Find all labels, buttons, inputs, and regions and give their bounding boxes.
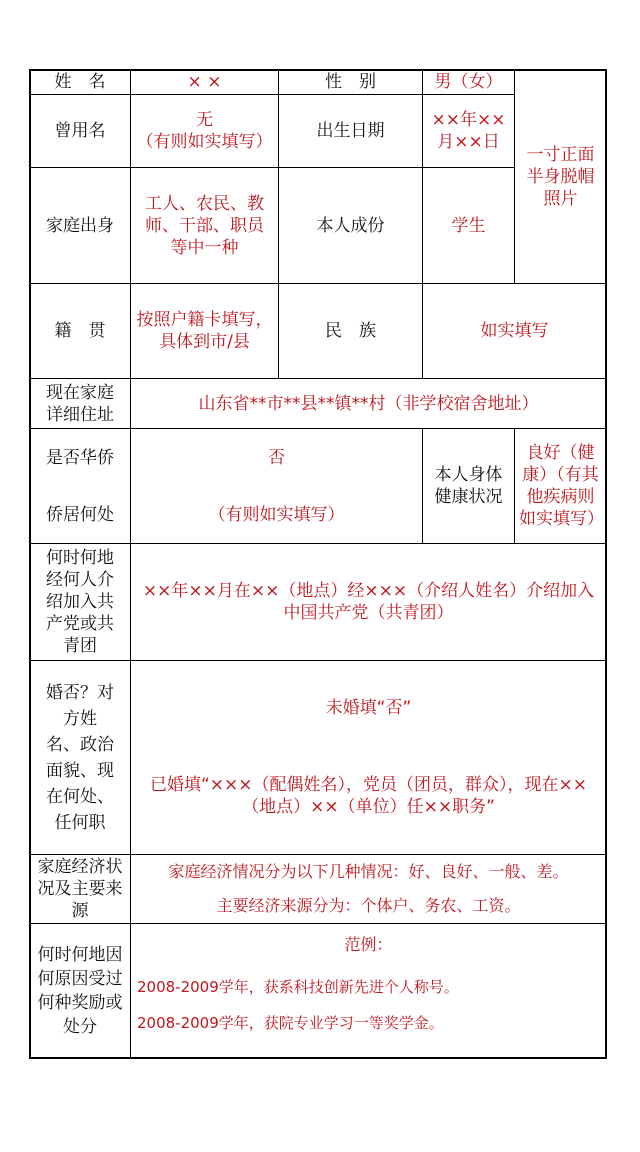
dob-value	[422, 94, 515, 168]
party-label-text: 何时何地经何人介绍加入共产党或共青团	[46, 548, 114, 656]
address-label-text: 现在家庭详细住址	[46, 382, 114, 425]
health-label	[422, 428, 515, 544]
former-name-value	[130, 94, 279, 168]
economy-value-line2: 主要经济来源分为：个体户、务农、工资。	[216, 896, 521, 915]
awards-label-text: 何时何地因何原因受过何种奖励或处分	[37, 945, 123, 1037]
marriage-value-line2: 已婚填“×××（配偶姓名），党员（团员，群众），现在××（地点）××（单位）任××职务”	[149, 775, 588, 818]
family-origin-value-text: 工人、农民、教师、干部、职员等中一种	[145, 193, 264, 258]
health-value	[514, 428, 607, 544]
gender-value	[422, 69, 515, 95]
ethnicity-value-text: 如实填写	[480, 321, 549, 341]
economy-value-line1: 家庭经济情况分为以下几种情况：好、良好、一般、差。	[168, 862, 569, 881]
family-origin-value	[130, 167, 279, 284]
gender-value-text: 男（女）	[434, 72, 503, 92]
address-value	[130, 378, 607, 429]
dob-label	[278, 94, 423, 168]
awards-example-title: 范例：	[344, 935, 393, 954]
family-origin-label	[29, 167, 131, 284]
marriage-value	[130, 660, 607, 855]
marriage-label-text: 婚否？对方姓 名、政治面貌、现在何处、任何职	[46, 682, 114, 833]
dob-label-text: 出生日期	[316, 121, 385, 141]
name-value	[130, 69, 279, 95]
economy-value	[130, 854, 607, 924]
dob-value-text: ××年××月××日	[431, 110, 506, 152]
gender-label-text: 性 别	[325, 72, 376, 92]
marriage-label	[29, 660, 131, 855]
name-value-text: × ×	[187, 72, 222, 92]
awards-example-line1: 2008-2009学年，获系科技创新先进个人称号。	[137, 978, 459, 996]
ethnicity-value	[422, 283, 607, 379]
party-label	[29, 543, 131, 661]
economy-label	[29, 854, 131, 924]
awards-label	[29, 923, 131, 1059]
ethnicity-label	[278, 283, 423, 379]
overseas-label-line2: 侨居何处	[46, 504, 114, 525]
native-place-label	[29, 283, 131, 379]
former-name-label	[29, 94, 131, 168]
marriage-value-line1: 未婚填“否”	[325, 697, 412, 718]
family-origin-label-text: 家庭出身	[46, 215, 114, 236]
personal-status-label	[278, 167, 423, 284]
awards-example-line2: 2008-2009学年，获院专业学习一等奖学金。	[137, 1014, 444, 1032]
awards-value	[130, 923, 607, 1059]
party-value	[130, 543, 607, 661]
name-label-text: 姓 名	[54, 72, 106, 92]
health-value-text: 良好（健康）（有其他疾病则如实填写）	[519, 443, 604, 529]
personal-status-label-text: 本人成份	[316, 215, 385, 236]
personal-status-value	[422, 167, 515, 284]
former-name-value-line2: （有则如实填写）	[136, 132, 273, 152]
economy-label-text: 家庭经济状况及主要来源	[37, 857, 123, 921]
personal-status-value-text: 学生	[451, 215, 486, 236]
address-label	[29, 378, 131, 429]
overseas-label-line1: 是否华侨	[46, 447, 114, 468]
overseas-value-line1: 否	[268, 447, 285, 468]
photo-placeholder	[514, 69, 607, 284]
party-value-text: ××年××月在××（地点）经×××（介绍人姓名）介绍加入中国共产党（共青团）	[142, 581, 595, 623]
overseas-value	[130, 428, 423, 544]
native-place-label-text: 籍 贯	[54, 321, 106, 341]
former-name-label-text: 曾用名	[54, 121, 106, 141]
overseas-label	[29, 428, 131, 544]
address-value-text: 山东省**市**县**镇**村（非学校宿舍地址）	[198, 393, 539, 414]
ethnicity-label-text: 民 族	[325, 321, 376, 341]
health-label-text: 本人身体健康状况	[434, 465, 503, 507]
name-label	[29, 69, 131, 95]
native-place-value	[130, 283, 279, 379]
gender-label	[278, 69, 423, 95]
overseas-value-line2: （有则如实填写）	[208, 504, 345, 525]
native-place-value-text: 按照户籍卡填写，具体到市/县	[136, 310, 273, 352]
photo-text: 一寸正面半身脱帽照片	[526, 144, 595, 209]
former-name-value-line1: 无	[196, 110, 213, 130]
